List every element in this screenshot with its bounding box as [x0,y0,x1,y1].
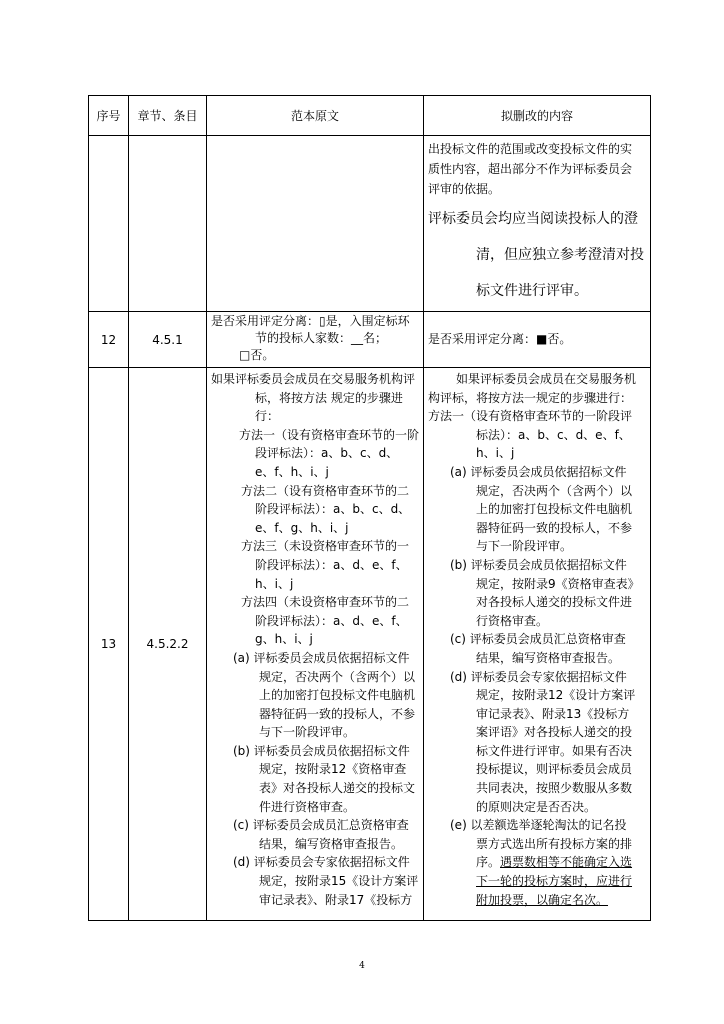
row12-number: 12 [89,312,129,368]
row13-revised-line: 的原则决定是否否决。 [476,799,597,814]
row13-original-line: 标，将按方法 规定的步骤进 [255,390,403,405]
cont-section-cell [129,136,207,312]
header-revised: 拟删改的内容 [424,96,651,136]
cont-number-cell [89,136,129,312]
row13-revised-cell [424,368,651,921]
row13-revised-line: 结果，编写资格审查报告。 [476,650,621,665]
row13-original-line: 上的加密打包投标文件电脑机 [259,688,416,703]
row13-revised-underlined-line: 下一轮的投标方案时，应进行 [476,874,633,889]
row13-original-line: 段评标法）：a、b、c、d、 [255,446,399,461]
row13-revised-line: 案评语》对各投标人递交的投 [476,725,633,740]
row13-original-line: h、i、j [255,576,294,591]
row13-original-line: 规定，否决两个（含两个）以 [259,669,416,684]
table-row-continued [89,136,651,312]
row13-revised-line: 标法）：a、b、c、d、e、f、 [476,427,631,442]
row12-original-line: 是否采用评定分离：▯是，入围定标环 [211,314,410,328]
row13-original-line: 件进行资格审查。 [259,799,356,814]
row13-revised-line: (a) 评标委员会成员依据招标文件 [450,464,627,479]
row13-original-line: 审记录表》、附录17《投标方 [259,892,413,907]
row13-original-line: 方法四（未设资格审查环节的二 [241,595,410,610]
row13-revised-line: 票方式选出所有投标方案的排 [476,836,633,851]
row13-revised-line: 构评标，将按方法一规定的步骤进行： [428,390,633,405]
cont-revised-big-line: 清，但应独立参考澄清对投 [476,247,644,263]
row13-revised-line: 上的加密打包投标文件电脑机 [476,502,633,517]
row13-original-line: 表》对各投标人递交的投标文 [259,781,416,796]
cont-revised-big-line: 评标委员会均应当阅读投标人的澄 [428,211,638,227]
row13-revised-underlined: 遇票数相等不能确定入选 [500,855,633,870]
row13-revised-line: (e) 以差额选举逐轮淘汰的记名投 [450,818,627,833]
row13-revised-line: 规定，否决两个（含两个）以 [476,483,633,498]
row13-revised-line [428,853,647,872]
row13-revised-line: 共同表决，按照少数服从多数 [476,781,633,796]
row13-original-line: 器特征码一致的投标人，不参 [259,706,416,721]
row13-section: 4.5.2.2 [129,368,207,921]
row13-original-line: g、h、i、j [255,632,313,647]
cont-revised-big-line: 标文件进行评审。 [476,283,588,299]
row13-original-line: 规定，按附录12《资格审查 [259,762,407,777]
table-row-13 [89,368,651,921]
row13-revised-line: 审记录表》、附录13《投标方 [476,706,630,721]
row13-revised-line: 规定，按附录12《设计方案评 [476,688,636,703]
row13-revised-text: 序。 [476,855,501,870]
row13-revised-underlined-line: 附加投票，以确定名次。 [476,892,609,907]
row12-original-cell [207,312,424,368]
row12-original-line: □否。 [239,348,275,362]
revision-table [88,95,651,921]
row13-revised-line: (c) 评标委员会成员汇总资格审查 [450,632,626,647]
row13-original-cell [207,368,424,921]
row13-original-line: e、f、h、i、j [255,464,329,479]
row12-original-line: 节的投标人家数：__名； [255,331,388,345]
row13-original-line: 如果评标委员会成员在交易服务机构评 [211,372,416,386]
row13-revised-line: 对各投标人递交的投标文件进 [476,595,633,610]
row12-revised: 是否采用评定分离：■否。 [428,332,572,346]
row13-number: 13 [89,368,129,921]
table-row-12 [89,312,651,368]
row13-original-line: 方法一（设有资格审查环节的一阶 [239,427,420,442]
row13-original-line: 与下一阶段评审。 [259,725,356,740]
row13-revised-line: 标文件进行评审。如果有否决 [476,743,633,758]
row13-original-line: (b) 评标委员会成员依据招标文件 [233,743,410,758]
row13-revised-line: (b) 评标委员会成员依据招标文件 [450,557,627,572]
row13-revised-line: 与下一阶段评审。 [476,539,573,554]
row12-revised-cell [424,312,651,368]
row13-revised-line: 方法一（设有资格审查环节的一阶段评 [428,409,633,424]
row13-original-line: 规定，按附录15《设计方案评 [259,874,419,889]
row13-original-line: 阶段评标法）：a、b、c、d、 [255,502,411,517]
header-original: 范本原文 [207,96,424,136]
row13-original-line: 结果，编写资格审查报告。 [259,836,404,851]
row13-original-line: (a) 评标委员会成员依据招标文件 [233,650,410,665]
row13-revised-line: h、i、j [476,446,515,461]
table-header-row [89,96,651,136]
row13-original-line: 行： [255,409,280,424]
cont-revised-cell [424,136,651,312]
row13-original-line: 阶段评标法）：a、d、e、f、 [255,613,408,628]
row13-original-line: (d) 评标委员会专家依据招标文件 [233,855,410,870]
row13-revised-line: 行资格审查。 [476,613,549,628]
page-number: 4 [359,961,365,971]
cont-original-cell [207,136,424,312]
cont-revised-line: 出投标文件的范围或改变投标文件的实 [428,142,633,156]
row13-revised-line: 如果评标委员会成员在交易服务机 [456,372,637,386]
header-number: 序号 [89,96,129,136]
cont-revised-line: 评审的依据。 [428,182,501,196]
row13-original-line: 方法二（设有资格审查环节的二 [241,483,410,498]
row13-revised-line: 规定，按附录9《资格审查表》 [476,576,640,591]
cont-revised-line: 质性内容，超出部分不作为评标委员会 [428,162,633,176]
row13-original-line: 阶段评标法）：a、d、e、f、 [255,557,408,572]
row12-section: 4.5.1 [129,312,207,368]
row13-original-line: e、f、g、h、i、j [255,520,349,535]
row13-revised-line: 投标提议，则评标委员会成员 [476,762,633,777]
row13-original-line: 方法三（未设资格审查环节的一 [241,539,410,554]
header-section: 章节、条目 [129,96,207,136]
row13-original-line: (c) 评标委员会成员汇总资格审查 [233,818,409,833]
row13-revised-line: (d) 评标委员会专家依据招标文件 [450,669,627,684]
row13-revised-line: 器特征码一致的投标人，不参 [476,520,633,535]
